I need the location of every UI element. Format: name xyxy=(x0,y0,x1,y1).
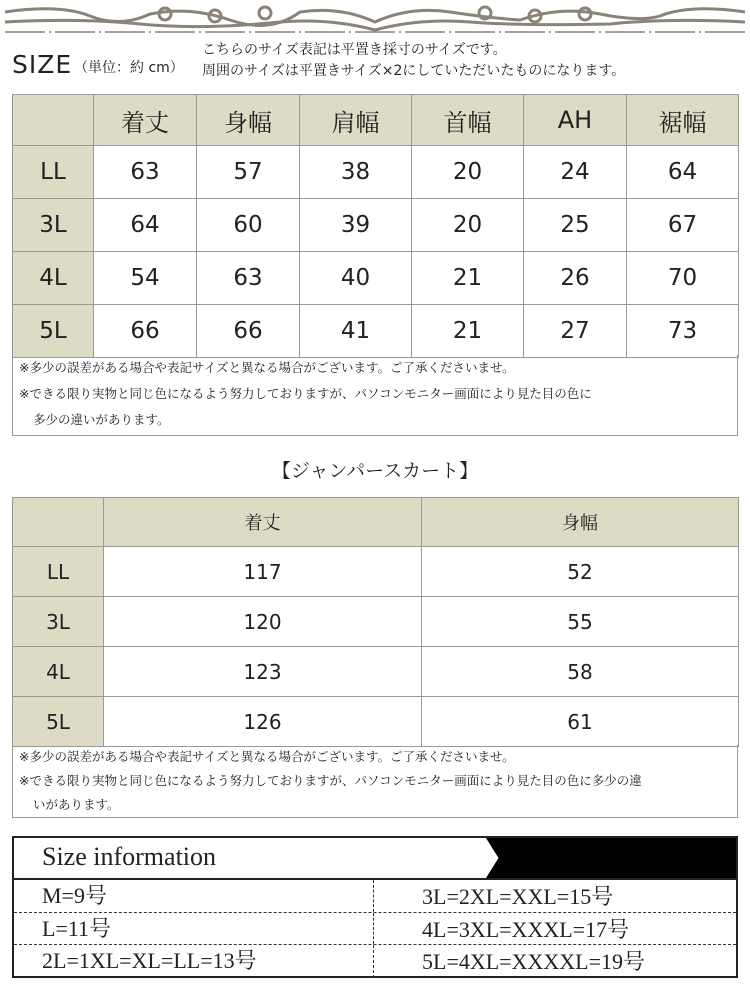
ornament-border xyxy=(0,0,750,40)
value-cell: 20 xyxy=(412,146,524,199)
note: ※できる限り実物と同じ色になるよう努力しておりますが、パソコンモニター画面により見た目の色に xyxy=(19,386,592,401)
size-label-cell: LL xyxy=(13,547,104,597)
value-cell: 54 xyxy=(94,252,197,305)
column-header: 首幅 xyxy=(412,95,524,146)
column-header: 身幅 xyxy=(197,95,300,146)
value-cell: 25 xyxy=(524,199,627,252)
note: いがあります。 xyxy=(33,797,120,812)
value-cell: 20 xyxy=(412,199,524,252)
value-cell: 26 xyxy=(524,252,627,305)
value-cell: 38 xyxy=(300,146,412,199)
value-cell: 123 xyxy=(104,647,422,697)
size-label-cell: 5L xyxy=(13,697,104,747)
note: ※多少の誤差がある場合や表記サイズと異なる場合がございます。ご了承くださいませ。 xyxy=(19,749,515,764)
value-cell: 58 xyxy=(422,647,739,697)
value-cell: 40 xyxy=(300,252,412,305)
column-header: 着丈 xyxy=(94,95,197,146)
size-row xyxy=(14,945,736,978)
header-row xyxy=(13,95,739,146)
value-cell: 55 xyxy=(422,597,739,647)
size-label-cell: 5L xyxy=(13,305,94,358)
value-cell: 41 xyxy=(300,305,412,358)
value-cell: 67 xyxy=(627,199,739,252)
notes-skirt xyxy=(12,745,738,818)
note: 多少の違いがあります。 xyxy=(33,412,170,427)
value-cell: 27 xyxy=(524,305,627,358)
intro-line: こちらのサイズ表記は平置き採寸のサイズです。 xyxy=(202,42,507,58)
value-cell: 120 xyxy=(104,597,422,647)
size-equivalent: L=11号 xyxy=(14,913,374,945)
size-equivalent: M=9号 xyxy=(14,880,374,912)
intro-line: 周囲のサイズは平置きサイズ×2にしていただいたものになります。 xyxy=(202,63,626,79)
size-row xyxy=(14,880,736,913)
value-cell: 21 xyxy=(412,305,524,358)
size-row xyxy=(14,913,736,946)
column-header: 肩幅 xyxy=(300,95,412,146)
size-label-cell: 4L xyxy=(13,252,94,305)
value-cell: 117 xyxy=(104,547,422,597)
value-cell: 39 xyxy=(300,199,412,252)
jumper-skirt-title: 【ジャンパースカート】 xyxy=(271,460,479,482)
size-label-cell: LL xyxy=(13,146,94,199)
column-header: 着丈 xyxy=(104,498,422,547)
header-row xyxy=(13,498,739,547)
table-row xyxy=(13,547,739,597)
column-header: 裾幅 xyxy=(627,95,739,146)
column-header: 身幅 xyxy=(422,498,739,547)
size-label-cell: 3L xyxy=(13,199,94,252)
black-arrow-banner xyxy=(486,838,736,878)
value-cell: 66 xyxy=(94,305,197,358)
size-table-skirt xyxy=(12,497,739,747)
size-label-cell: 4L xyxy=(13,647,104,697)
column-header xyxy=(13,95,94,146)
value-cell: 66 xyxy=(197,305,300,358)
size-equivalent: 2L=1XL=XL=LL=13号 xyxy=(14,945,374,978)
size-information-box xyxy=(12,836,738,978)
note: ※できる限り実物と同じ色になるよう努力しておりますが、パソコンモニター画面により見た目の色に多少の違 xyxy=(19,773,642,788)
size-table-top xyxy=(12,94,739,358)
table-row xyxy=(13,697,739,747)
size-information-title: Size information xyxy=(42,842,217,871)
value-cell: 64 xyxy=(627,146,739,199)
value-cell: 64 xyxy=(94,199,197,252)
table-row xyxy=(13,597,739,647)
value-cell: 57 xyxy=(197,146,300,199)
column-header xyxy=(13,498,104,547)
value-cell: 63 xyxy=(94,146,197,199)
value-cell: 73 xyxy=(627,305,739,358)
value-cell: 63 xyxy=(197,252,300,305)
size-label-cell: 3L xyxy=(13,597,104,647)
value-cell: 126 xyxy=(104,697,422,747)
size-equivalent: 5L=4XL=XXXXL=19号 xyxy=(422,949,645,975)
size-information-header xyxy=(14,838,736,880)
table-row xyxy=(13,305,739,358)
size-equivalent: 3L=2XL=XXL=15号 xyxy=(422,884,614,909)
unit-label: （単位：約 cm） xyxy=(74,60,184,76)
table-row xyxy=(13,647,739,697)
table-row xyxy=(13,199,739,252)
size-equivalent: 4L=3XL=XXXL=17号 xyxy=(422,916,630,942)
value-cell: 60 xyxy=(197,199,300,252)
note: ※多少の誤差がある場合や表記サイズと異なる場合がございます。ご了承くださいませ。 xyxy=(19,360,515,375)
notes-top xyxy=(12,355,738,436)
value-cell: 24 xyxy=(524,146,627,199)
column-header: AH xyxy=(524,95,627,146)
value-cell: 52 xyxy=(422,547,739,597)
value-cell: 70 xyxy=(627,252,739,305)
size-label: SIZE xyxy=(12,50,73,79)
intro-text xyxy=(202,40,625,82)
table-row xyxy=(13,146,739,199)
value-cell: 21 xyxy=(412,252,524,305)
value-cell: 61 xyxy=(422,697,739,747)
table-row xyxy=(13,252,739,305)
